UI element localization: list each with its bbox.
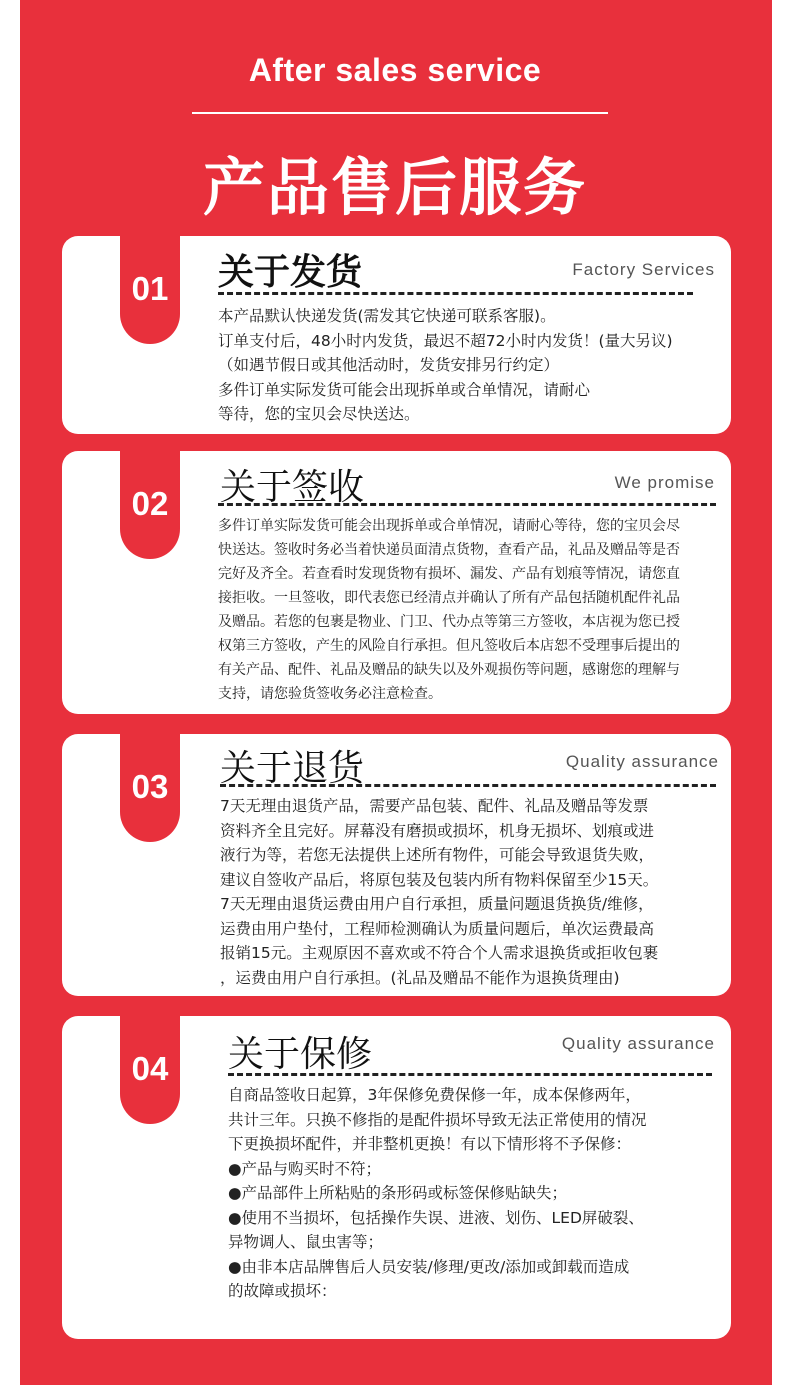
dashed-divider bbox=[220, 784, 716, 787]
section-title: 关于发货 bbox=[218, 252, 363, 293]
section-body bbox=[218, 304, 673, 427]
section-title: 关于保修 bbox=[228, 1034, 373, 1075]
body-line: ●由非本店品牌售后人员安装/修理/更改/添加或卸载而造成 bbox=[228, 1257, 630, 1276]
body-line: 订单支付后，48小时内发货，最迟不超72小时内发货！(量大另议) bbox=[218, 331, 673, 350]
section-number: 04 bbox=[131, 1050, 169, 1087]
page-title: 产品售后服务 bbox=[202, 151, 587, 224]
body-line: 的故障或损坏： bbox=[228, 1282, 337, 1300]
dashed-divider bbox=[218, 503, 716, 506]
section-title: 关于退货 bbox=[220, 748, 365, 789]
dashed-divider bbox=[218, 292, 693, 295]
body-line: 建议自签收产品后，将原包装及包装内所有物料保留至少15天。 bbox=[220, 870, 659, 889]
body-line: 完好及齐全。若查看时发现货物有损坏、漏发、产品有划痕等情况，请您直 bbox=[218, 566, 680, 582]
body-line: 多件订单实际发货可能会出现拆单或合单情况，请耐心等待，您的宝贝会尽 bbox=[218, 518, 680, 534]
section-body bbox=[228, 1083, 647, 1304]
body-line: 7天无理由退货产品，需要产品包装、配件、礼品及赠品等发票 bbox=[220, 797, 649, 815]
dashed-divider bbox=[228, 1073, 712, 1076]
body-line: 及赠品。若您的包裹是物业、门卫、代办点等第三方签收，本店视为您已授 bbox=[218, 614, 680, 630]
body-line: 液行为等，若您无法提供上述所有物件，可能会导致退货失败， bbox=[220, 846, 655, 864]
body-line: 多件订单实际发货可能会出现拆单或合单情况，请耐心 bbox=[218, 380, 591, 399]
section-number: 02 bbox=[131, 485, 169, 522]
section-body bbox=[218, 514, 680, 706]
body-line: 本产品默认快递发货(需发其它快递可联系客服)。 bbox=[218, 307, 556, 325]
body-line: 异物调人、鼠虫害等； bbox=[228, 1233, 384, 1251]
body-line: （如遇节假日或其他活动时，发货安排另行约定） bbox=[218, 356, 560, 374]
body-line: 自商品签收日起算，3年保修免费保修一年，成本保修两年， bbox=[228, 1086, 641, 1104]
body-line: 共计三年。只换不修指的是配件损坏导致无法正常使用的情况 bbox=[228, 1110, 647, 1129]
section-title: 关于签收 bbox=[220, 467, 365, 508]
body-line: 快送达。签收时务必当着快递员面清点货物，查看产品，礼品及赠品等是否 bbox=[218, 542, 680, 558]
section-subtitle: We promise bbox=[614, 473, 715, 492]
section-number: 01 bbox=[131, 270, 169, 307]
section-body bbox=[220, 794, 658, 990]
section-number: 03 bbox=[131, 768, 169, 805]
body-line: 等待，您的宝贝会尽快送达。 bbox=[218, 405, 420, 423]
section-subtitle: Factory Services bbox=[572, 260, 715, 279]
section-card-shipping bbox=[62, 236, 731, 434]
body-line: 报销15元。主观原因不喜欢或不符合个人需求退换货或拒收包裹 bbox=[220, 944, 659, 962]
body-line: 运费由用户垫付，工程师检测确认为质量问题后，单次运费最高 bbox=[220, 919, 655, 938]
section-subtitle: Quality assurance bbox=[561, 1034, 715, 1053]
section-card-warranty bbox=[62, 1016, 731, 1339]
section-card-receipt bbox=[62, 451, 731, 714]
section-card-returns bbox=[62, 734, 731, 996]
body-line: 资料齐全且完好。屏幕没有磨损或损坏，机身无损坏、划痕或进 bbox=[220, 821, 655, 840]
body-line: ●产品部件上所粘贴的条形码或标签保修贴缺失； bbox=[228, 1184, 568, 1202]
body-line: 下更换损坏配件，并非整机更换！有以下情形将不予保修： bbox=[228, 1135, 632, 1153]
body-line: 有关产品、配件、礼品及赠品的缺失以及外观损伤等问题，感谢您的理解与 bbox=[218, 662, 680, 678]
body-line: ●产品与购买时不符； bbox=[228, 1159, 382, 1178]
body-line: ●使用不当损坏，包括操作失误、进液、划伤、LED屏破裂、 bbox=[228, 1208, 644, 1227]
body-line: 接拒收。一旦签收，即代表您已经清点并确认了所有产品包括随机配件礼品 bbox=[218, 590, 680, 606]
body-line: 7天无理由退货运费由用户自行承担，质量问题退货换货/维修， bbox=[220, 895, 654, 913]
body-line: 权第三方签收，产生的风险自行承担。但凡签收后本店恕不受理事后提出的 bbox=[218, 638, 680, 654]
title-divider bbox=[192, 112, 608, 114]
english-title: After sales service bbox=[248, 52, 542, 88]
section-subtitle: Quality assurance bbox=[565, 752, 719, 771]
body-line: ，运费由用户自行承担。(礼品及赠品不能作为退换货理由) bbox=[220, 968, 620, 987]
body-line: 支持，请您验货签收务必注意检查。 bbox=[218, 686, 442, 702]
